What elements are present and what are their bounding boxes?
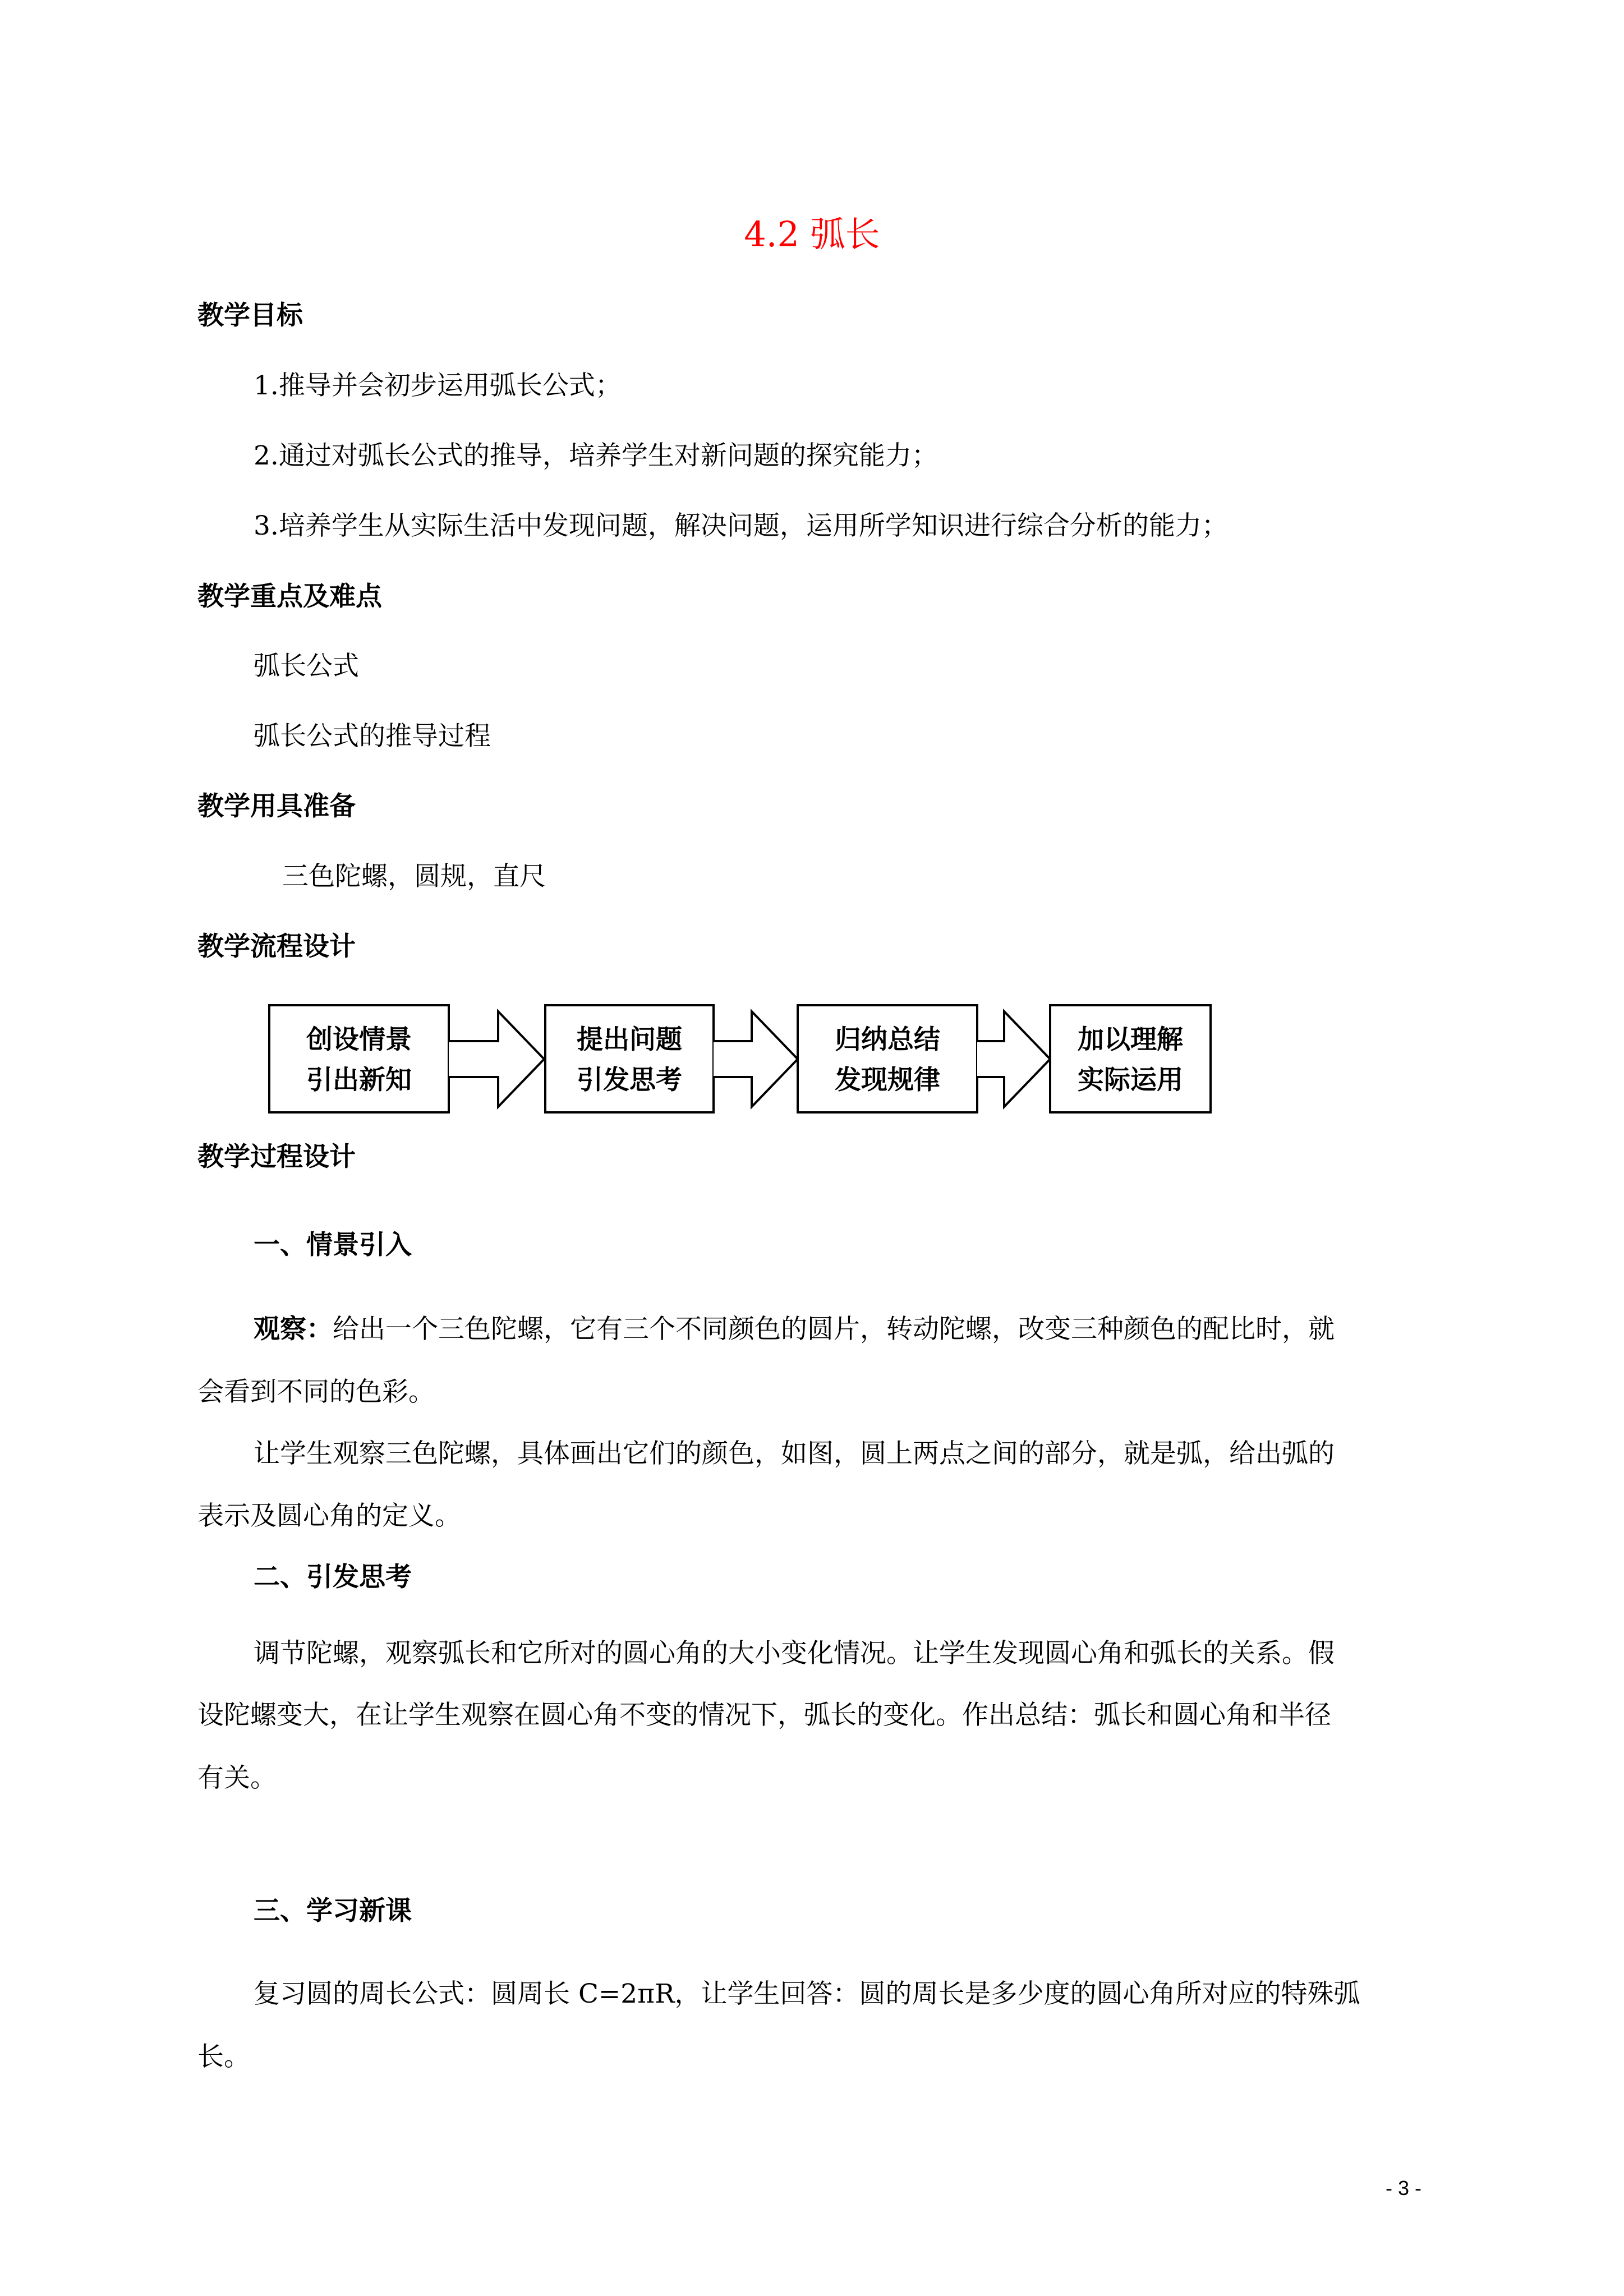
flow-step-2 <box>544 1004 715 1114</box>
section-1-observe-line2: 会看到不同的色彩。 <box>197 1377 435 1407</box>
section-2-line3: 有关。 <box>197 1763 277 1793</box>
section-1-para-line2: 表示及圆心角的定义。 <box>197 1501 461 1531</box>
observe-label: 观察： <box>254 1314 333 1345</box>
tools-text: 三色陀螺，圆规，直尺 <box>282 861 546 892</box>
flow-step-4 <box>1049 1004 1212 1114</box>
flow-step-3-line1: 归纳总结 <box>835 1024 940 1055</box>
section-1-para-line1: 让学生观察三色陀螺，具体画出它们的颜色，如图，圆上两点之间的部分，就是弧，给出弧的 <box>254 1438 1335 1469</box>
flow-step-1-line2: 引出新知 <box>306 1065 412 1096</box>
section-3-line2: 长。 <box>197 2041 250 2072</box>
section-3-heading: 三、学习新课 <box>254 1895 412 1926</box>
key-point-item: 弧长公式的推导过程 <box>254 721 491 752</box>
flow-step-4-line2: 实际运用 <box>1078 1065 1183 1096</box>
objectives-heading: 教学目标 <box>197 300 303 331</box>
flow-step-1-line1: 创设情景 <box>306 1024 412 1055</box>
process-heading: 教学过程设计 <box>197 1142 356 1172</box>
page-title: 4.2 弧长 <box>744 214 880 255</box>
arrow-right-icon <box>712 1009 800 1110</box>
section-3-line1: 复习圆的周长公式：圆周长 C=2πR，让学生回答：圆的周长是多少度的圆心角所对应的特殊弧 <box>254 1978 1360 2009</box>
section-2-line1: 调节陀螺，观察弧长和它所对的圆心角的大小变化情况。让学生发现圆心角和弧长的关系。假 <box>254 1638 1335 1669</box>
flow-step-3-line2: 发现规律 <box>835 1065 940 1096</box>
flow-step-1 <box>268 1004 450 1114</box>
section-1-observe-line <box>254 1313 1335 1346</box>
flow-heading: 教学流程设计 <box>197 931 356 962</box>
page-number: - 3 - <box>1386 2177 1422 2200</box>
arrow-right-icon <box>448 1009 546 1110</box>
arrow-right-icon <box>976 1009 1052 1110</box>
section-2-heading: 二、引发思考 <box>254 1562 412 1593</box>
flow-step-3 <box>797 1004 978 1114</box>
flow-step-4-line1: 加以理解 <box>1078 1024 1183 1055</box>
section-2-line2: 设陀螺变大，在让学生观察在圆心角不变的情况下，弧长的变化。作出总结：弧长和圆心角和半径 <box>197 1700 1331 1731</box>
objective-item: 3.培养学生从实际生活中发现问题，解决问题，运用所学知识进行综合分析的能力； <box>254 510 1228 541</box>
key-points-heading: 教学重点及难点 <box>197 581 382 612</box>
section-1-heading: 一、情景引入 <box>254 1230 412 1260</box>
objective-item: 2.通过对弧长公式的推导，培养学生对新问题的探究能力； <box>254 440 938 471</box>
flow-step-2-line2: 引发思考 <box>577 1065 682 1096</box>
tools-heading: 教学用具准备 <box>197 791 356 822</box>
observe-text: 给出一个三色陀螺，它有三个不同颜色的圆片，转动陀螺，改变三种颜色的配比时，就 <box>333 1314 1335 1345</box>
objective-item: 1.推导并会初步运用弧长公式； <box>254 370 622 401</box>
key-point-item: 弧长公式 <box>254 651 359 682</box>
flow-step-2-line1: 提出问题 <box>577 1024 682 1055</box>
